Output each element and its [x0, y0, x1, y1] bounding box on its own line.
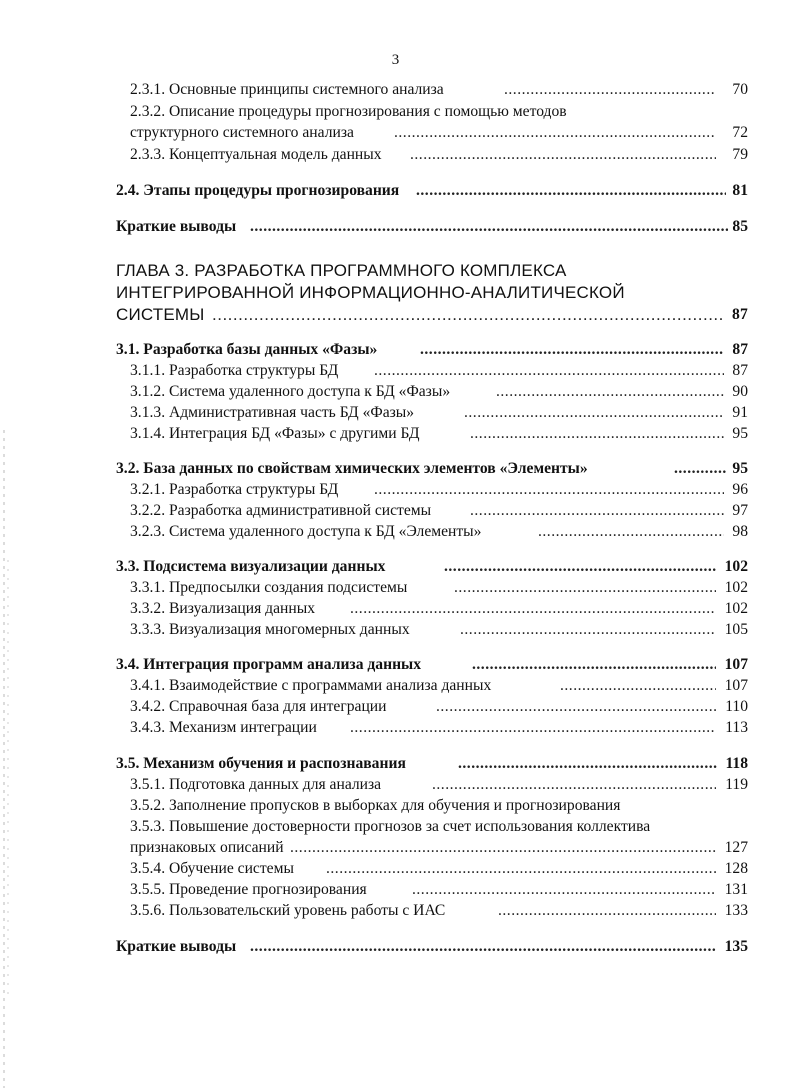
toc-entry-page: 113 — [725, 719, 748, 736]
toc-entry-title: 3.5.4. Обучение системы — [130, 860, 294, 877]
toc-entry — [116, 754, 748, 774]
toc-entry — [130, 501, 748, 521]
toc-entry-page: 96 — [732, 481, 748, 498]
toc-entry-page: 102 — [724, 600, 748, 617]
toc-entry — [130, 901, 748, 921]
toc-entry-page: 98 — [732, 523, 748, 540]
toc-entry-title: 3.1.1. Разработка структуры БД — [130, 362, 339, 379]
toc-entry-page: 118 — [725, 755, 748, 772]
toc-entry-page: 87 — [732, 306, 748, 323]
toc-entry — [130, 718, 748, 738]
toc-entry-title: 3.5.5. Проведение прогнозирования — [130, 881, 367, 898]
toc-entry-page: 119 — [725, 776, 748, 793]
toc-entry-title: структурного системного анализа — [130, 124, 354, 141]
toc-entry-title: 3.5.3. Повышение достоверности прогнозов за счет использования коллектива — [130, 818, 651, 835]
toc-entry-title: 3.5.1. Подготовка данных для анализа — [130, 776, 382, 793]
toc-entry — [130, 796, 748, 816]
toc-entry-title: 3.4. Интеграция программ анализа данных — [116, 656, 422, 673]
toc-entry — [130, 403, 748, 423]
toc-entry-title: 2.3.1. Основные принципы системного анализа — [130, 81, 444, 98]
toc-entry-title: 3.5. Механизм обучения и распознавания — [116, 755, 406, 772]
toc-entry — [116, 304, 748, 325]
chapter-title-line: ГЛАВА 3. РАЗРАБОТКА ПРОГРАММНОГО КОМПЛЕКСА — [116, 261, 567, 280]
toc-entry — [130, 80, 748, 100]
toc-entry-page: 81 — [732, 182, 748, 199]
toc-entry-title: 3.3.2. Визуализация данных — [130, 600, 316, 617]
toc-entry-title: признаковых описаний — [130, 839, 284, 856]
toc-entry — [116, 937, 748, 957]
toc-entry-title: 3.2.1. Разработка структуры БД — [130, 481, 339, 498]
toc-entry — [130, 522, 748, 542]
toc-entry-title: 3.3. Подсистема визуализации данных — [116, 558, 386, 575]
toc-entry — [130, 620, 748, 640]
toc-entry — [116, 459, 748, 479]
toc-entry — [130, 838, 748, 858]
toc-entry-title: 3.5.2. Заполнение пропусков в выборках для обучения и прогнозирования — [130, 797, 621, 814]
toc-entry-page: 95 — [732, 460, 748, 477]
toc-entry-title: 2.4. Этапы процедуры прогнозирования — [116, 182, 400, 199]
toc-entry-page: 133 — [724, 902, 748, 919]
toc-entry-page: 95 — [732, 425, 748, 442]
toc-entry-page: 85 — [732, 218, 748, 235]
toc-entry-title: 3.3.3. Визуализация многомерных данных — [130, 621, 410, 638]
toc-entry — [130, 123, 748, 143]
toc-entry — [130, 578, 748, 598]
toc-entry — [130, 697, 748, 717]
toc-entry — [116, 655, 748, 675]
toc-entry — [130, 102, 748, 122]
chapter-title-line: СИСТЕМЫ — [116, 305, 205, 324]
toc-entry — [116, 557, 748, 577]
toc-entry — [116, 340, 748, 360]
toc-entry — [116, 181, 748, 201]
toc-entry — [130, 880, 748, 900]
toc-entry-title: Краткие выводы — [116, 218, 237, 235]
toc-entry-page: 127 — [724, 839, 748, 856]
toc-entry-title: 3.1.3. Административная часть БД «Фазы» — [130, 404, 415, 421]
toc-entry-page: 87 — [732, 362, 748, 379]
scan-edge-artifact — [0, 0, 12, 1088]
toc-entry — [130, 382, 748, 402]
toc-entry-page: 128 — [724, 860, 748, 877]
toc-entry-page: 135 — [724, 938, 748, 955]
toc-entry-title: 3.4.3. Механизм интеграции — [130, 719, 317, 736]
toc-entry-page: 102 — [724, 579, 748, 596]
toc-entry-page: 102 — [724, 558, 748, 575]
toc-entry — [130, 676, 748, 696]
toc-entry-page: 110 — [725, 698, 748, 715]
toc-entry — [130, 424, 748, 444]
toc-entry — [130, 859, 748, 879]
toc-entry-page: 107 — [724, 677, 748, 694]
toc-entry-page: 72 — [732, 124, 748, 141]
toc-entry-title: 3.2.3. Система удаленного доступа к БД «Элементы» — [130, 523, 482, 540]
toc-entry-title: 3.4.1. Взаимодействие с программами анализа данных — [130, 677, 492, 694]
toc-entry-title: 3.1.2. Система удаленного доступа к БД «Фазы» — [130, 383, 451, 400]
toc-entry-title: 3.1. Разработка базы данных «Фазы» — [116, 341, 378, 358]
toc-entry-title: 3.1.4. Интеграция БД «Фазы» с другими БД — [130, 425, 420, 442]
toc-entry — [130, 599, 748, 619]
toc-entry-title: 2.3.3. Концептуальная модель данных — [130, 146, 382, 163]
toc-entry-title: 3.5.6. Пользовательский уровень работы с ИАС — [130, 902, 446, 919]
page-number: 3 — [391, 52, 400, 68]
toc-entry-title: 2.3.2. Описание процедуры прогнозирования с помощью методов — [130, 103, 567, 120]
toc-entry-title: 3.3.1. Предпосылки создания подсистемы — [130, 579, 408, 596]
toc-entry-page: 91 — [732, 404, 748, 421]
toc-entry — [130, 361, 748, 381]
toc-entry-page: 107 — [724, 656, 748, 673]
toc-entry — [130, 775, 748, 795]
toc-entry-title: 3.2. База данных по свойствам химических элементов «Элементы» — [116, 460, 588, 477]
toc-entry-page: 70 — [732, 81, 748, 98]
toc-entry-title: 3.4.2. Справочная база для интеграции — [130, 698, 387, 715]
toc-entry-page: 90 — [732, 383, 748, 400]
toc-entry-page: 79 — [732, 146, 748, 163]
toc-entry — [116, 217, 748, 237]
toc-entry-title: 3.2.2. Разработка административной системы — [130, 502, 432, 519]
toc-entry-page: 97 — [732, 502, 748, 519]
toc-entry — [130, 480, 748, 500]
toc-entry — [130, 817, 748, 837]
toc-entry-page: 105 — [724, 621, 748, 638]
chapter-title-line: ИНТЕГРИРОВАННОЙ ИНФОРМАЦИОННО-АНАЛИТИЧЕСКОЙ — [116, 283, 625, 302]
toc-entry — [130, 145, 748, 165]
toc-entry-title: Краткие выводы — [116, 938, 237, 955]
toc-entry-page: 87 — [732, 341, 748, 358]
toc-entry-page: 131 — [724, 881, 748, 898]
